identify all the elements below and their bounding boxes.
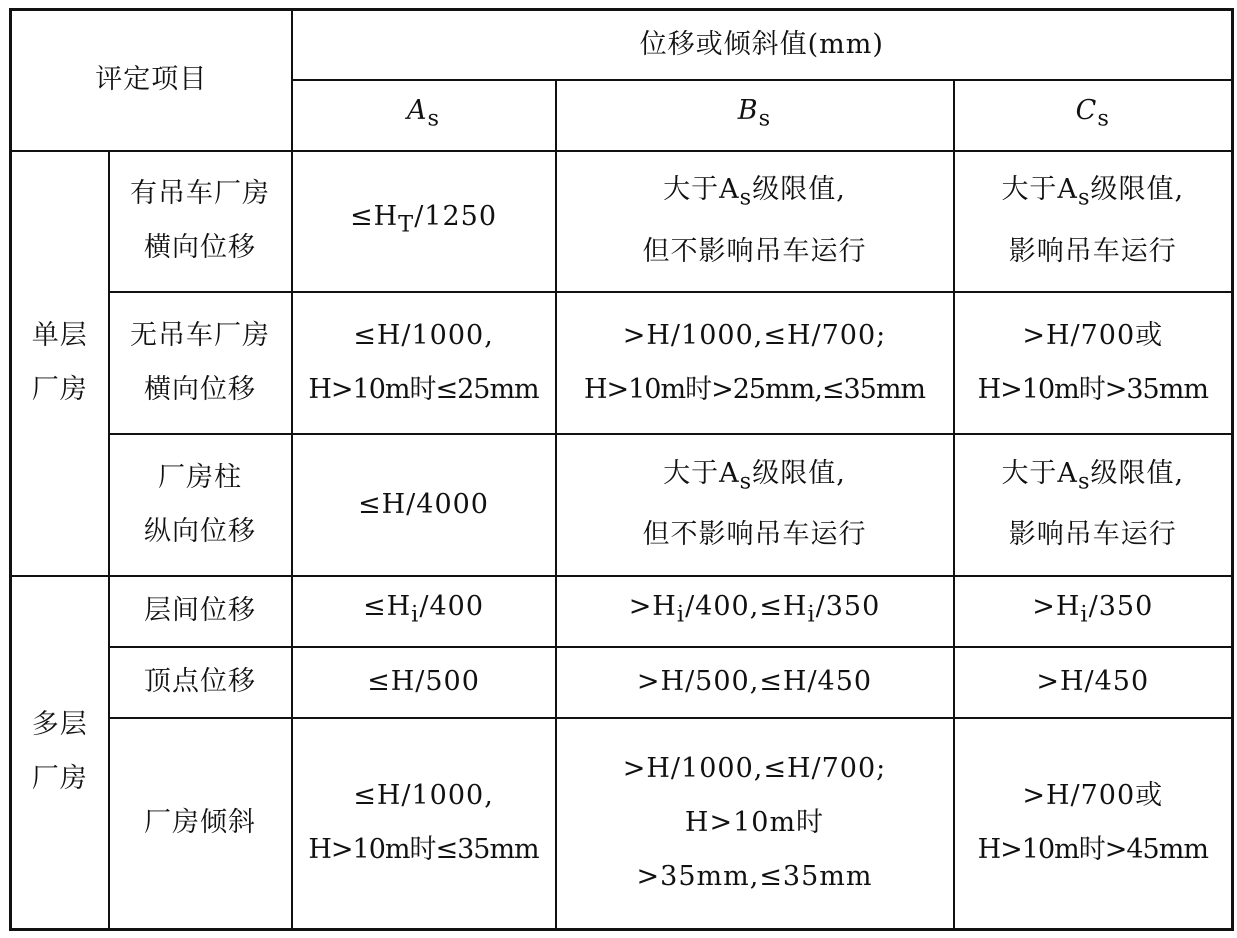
- header-grade-b: $B_s$: [556, 80, 954, 151]
- grade-a-cell: ≤H/1000, H>10m时≤35mm: [292, 718, 556, 930]
- header-grade-a: $A_s$: [292, 80, 556, 151]
- table-row: [11, 434, 1233, 576]
- grade-a-cell: $\le H_i/400$: [292, 576, 556, 647]
- grade-c-cell: >H/700或 H>10m时>35mm: [954, 292, 1233, 434]
- item-cell: 顶点位移: [109, 647, 292, 718]
- table-row: [11, 718, 1233, 930]
- grade-b-cell: >H/500,≤H/450: [556, 647, 954, 718]
- grade-b-cell: $>H_i/400,\le H_i/350$: [556, 576, 954, 647]
- header-value-group: 位移或倾斜值(mm): [292, 10, 1233, 80]
- grade-b-cell: >H/1000,≤H/700; H>10m时 >35mm,≤35mm: [556, 718, 954, 930]
- header-grade-c: $C_s$: [954, 80, 1233, 151]
- grade-a-cell: ≤H/1000, H>10m时≤25mm: [292, 292, 556, 434]
- item-cell: 厂房倾斜: [109, 718, 292, 930]
- grade-b-cell: 大于$A_s$级限值, 但不影响吊车运行: [556, 434, 954, 576]
- grade-c-cell: 大于$A_s$级限值, 影响吊车运行: [954, 151, 1233, 292]
- table-row: [11, 292, 1233, 434]
- header-row-1: [11, 10, 1233, 80]
- table-row: [11, 647, 1233, 718]
- grade-b-cell: 大于$A_s$级限值, 但不影响吊车运行: [556, 151, 954, 292]
- item-cell: 厂房柱 纵向位移: [109, 434, 292, 576]
- grade-b-cell: >H/1000,≤H/700; H>10m时>25mm,≤35mm: [556, 292, 954, 434]
- table-row: [11, 151, 1233, 292]
- item-cell: 无吊车厂房 横向位移: [109, 292, 292, 434]
- item-cell: 有吊车厂房 横向位移: [109, 151, 292, 292]
- grade-a-cell: ≤H/4000: [292, 434, 556, 576]
- group-label-single: 单层 厂房: [11, 151, 109, 576]
- grade-a-cell: $\le H_T/1250$: [292, 151, 556, 292]
- grade-c-cell: $>H_i/350$: [954, 576, 1233, 647]
- grade-a-cell: ≤H/500: [292, 647, 556, 718]
- displacement-grading-table: [9, 8, 1234, 931]
- group-label-multi: 多层 厂房: [11, 576, 109, 930]
- header-item: 评定项目: [11, 10, 292, 151]
- table-row: [11, 576, 1233, 647]
- grade-c-cell: >H/450: [954, 647, 1233, 718]
- grade-c-cell: 大于$A_s$级限值, 影响吊车运行: [954, 434, 1233, 576]
- item-cell: 层间位移: [109, 576, 292, 647]
- grade-c-cell: >H/700或 H>10m时>45mm: [954, 718, 1233, 930]
